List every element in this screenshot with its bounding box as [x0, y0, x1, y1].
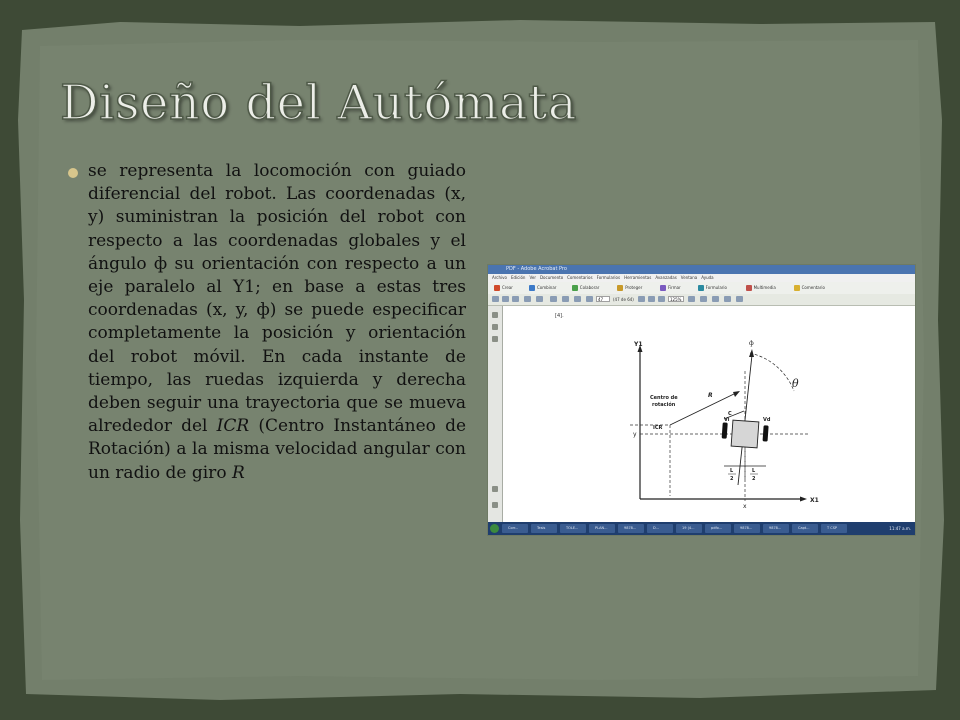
taskbar-button: 19 (4... — [676, 524, 702, 533]
menu-item: Ver — [529, 275, 536, 280]
toolbar-primary — [488, 282, 915, 294]
navigation-panel-icon — [492, 502, 498, 508]
toolbar-icon — [574, 296, 581, 302]
taskbar — [488, 522, 915, 535]
half-l-right-numerator: L — [752, 468, 756, 474]
toolbar-secondary — [488, 294, 915, 306]
toolbar-icon — [660, 285, 666, 291]
vi-label: Vi — [724, 417, 730, 423]
navigation-panel — [488, 306, 503, 522]
toolbar-button-label: Crear — [502, 285, 513, 290]
x-tick-label: x — [743, 503, 747, 510]
taskbar-button: Corr... — [502, 524, 528, 533]
slide-title: Diseño del Autómata — [60, 75, 577, 131]
menu-item: Herramientas — [624, 275, 652, 280]
body-text-part-1: se representa la locomoción con guiado diferencial del robot. Las coordenadas (x, y) suministran la posición del robot con respecto a las coordenadas globales y el ángulo ф su orientación con respecto a un eje paralelo al Y1; en base a estas tres coordenadas (x, y, ф) se puede especificar completamente la posición y orientación del robot móvil. En cada instante de tiempo, las ruedas izquierda y derecha deben seguir una trayectoria que se mueva alrededor del — [88, 161, 466, 437]
right-wheel — [763, 425, 769, 441]
taskbar-button: 9878... — [618, 524, 644, 533]
reference-tag: [4]. — [555, 313, 564, 319]
toolbar-icon — [492, 296, 499, 302]
page-number-field: 47 — [596, 296, 610, 302]
toolbar-button-label: Proteger — [625, 285, 643, 290]
half-l-left-numerator: L — [730, 468, 734, 474]
menu-item: Edición — [510, 275, 526, 280]
toolbar-button-label: Colaborar — [579, 285, 600, 290]
vd-label: Vd — [763, 417, 771, 423]
taskbar-button: T CSP — [821, 524, 847, 533]
theta-label: θ — [792, 377, 799, 390]
icr-label: ICR — [653, 425, 663, 431]
toolbar-button-label: Formulario — [705, 285, 727, 290]
toolbar-icon — [648, 296, 655, 302]
taskbar-button: TOLE... — [560, 524, 586, 533]
toolbar-icon — [502, 296, 509, 302]
menu-item: Avanzadas — [655, 275, 677, 280]
toolbar-icon — [736, 296, 743, 302]
toolbar-icon — [746, 285, 752, 291]
toolbar-button-label: Combinar — [537, 285, 557, 290]
rotation-center-label-1: Centro de — [650, 395, 678, 401]
toolbar-icon — [572, 285, 578, 291]
radius-label: R — [708, 392, 713, 399]
y-axis-label: Y1 — [634, 341, 643, 348]
menu-items — [492, 274, 718, 282]
half-l-left-denominator: 2 — [730, 476, 734, 482]
taskbar-button: Tesis — [531, 524, 557, 533]
toolbar-icon — [700, 296, 707, 302]
robot-body — [731, 420, 759, 448]
body-text-part-2: (Centro Instantáneo de Rotación) a la misma velocidad angular con un radio de giro — [88, 416, 467, 483]
taskbar-clock: 11:47 a.m. — [889, 526, 911, 531]
bullet-marker — [68, 168, 78, 178]
toolbar-icon — [698, 285, 704, 291]
menu-item: Archivo — [492, 275, 507, 280]
menu-item: Documento — [539, 275, 564, 280]
theta-arc — [750, 353, 794, 391]
taskbar-button: 9878... — [763, 524, 789, 533]
embedded-screenshot — [487, 264, 916, 536]
toolbar-icon — [586, 296, 593, 302]
menu-item: Comentarios — [567, 275, 593, 280]
toolbar-icon — [562, 296, 569, 302]
window-title: PDF - Adobe Acrobat Pro — [506, 266, 567, 272]
toolbar-icon — [724, 296, 731, 302]
x-axis-label: X1 — [810, 497, 819, 504]
toolbar-icon — [550, 296, 557, 302]
menu-item: Ventana — [680, 275, 698, 280]
heading-arrowhead — [749, 349, 754, 357]
toolbar-icon — [512, 296, 519, 302]
toolbar-icon — [529, 285, 535, 291]
taskbar-button: Capt... — [792, 524, 818, 533]
body-term-icr: ICR — [216, 416, 250, 437]
x-axis-arrowhead — [800, 497, 807, 502]
taskbar-button: 9878... — [734, 524, 760, 533]
taskbar-button: pdfo... — [705, 524, 731, 533]
navigation-panel-icon — [492, 486, 498, 492]
menu-item: Ayuda — [701, 275, 714, 280]
toolbar-icon — [494, 285, 500, 291]
toolbar-icon — [638, 296, 645, 302]
toolbar-icon — [794, 285, 800, 291]
toolbar-button-label: Multimedia — [753, 285, 776, 290]
window-title-bar — [488, 265, 915, 274]
toolbar-icon — [536, 296, 543, 302]
left-wheel — [722, 422, 728, 438]
toolbar-icon — [617, 285, 623, 291]
c-label: C — [728, 411, 732, 417]
zoom-field: 125% — [668, 296, 684, 302]
y-tick-label: y — [633, 431, 637, 438]
toolbar-icon — [688, 296, 695, 302]
taskbar-button: D... — [647, 524, 673, 533]
phi-label: ф — [749, 340, 754, 347]
page-total: (47 de 64) — [613, 297, 634, 302]
menu-bar — [488, 274, 915, 282]
taskbar-button: PLAN... — [589, 524, 615, 533]
navigation-panel-icon — [492, 324, 498, 330]
toolbar-button-label: Comentario — [801, 285, 825, 290]
body-paragraph — [88, 160, 466, 485]
rotation-center-label-2: rotación — [652, 402, 676, 408]
toolbar-button-label: Firmar — [668, 285, 681, 290]
toolbar-icon — [712, 296, 719, 302]
navigation-panel-icon — [492, 312, 498, 318]
body-term-radius: R — [231, 462, 245, 483]
document-area — [503, 306, 915, 522]
navigation-panel-icon — [492, 336, 498, 342]
windows-start-icon — [490, 524, 499, 533]
robot-kinematics-diagram — [618, 331, 833, 511]
toolbar-icon — [658, 296, 665, 302]
radius-arrowhead — [733, 391, 740, 397]
menu-item: Formularios — [596, 275, 621, 280]
half-l-right-denominator: 2 — [752, 476, 756, 482]
toolbar-icon — [524, 296, 531, 302]
